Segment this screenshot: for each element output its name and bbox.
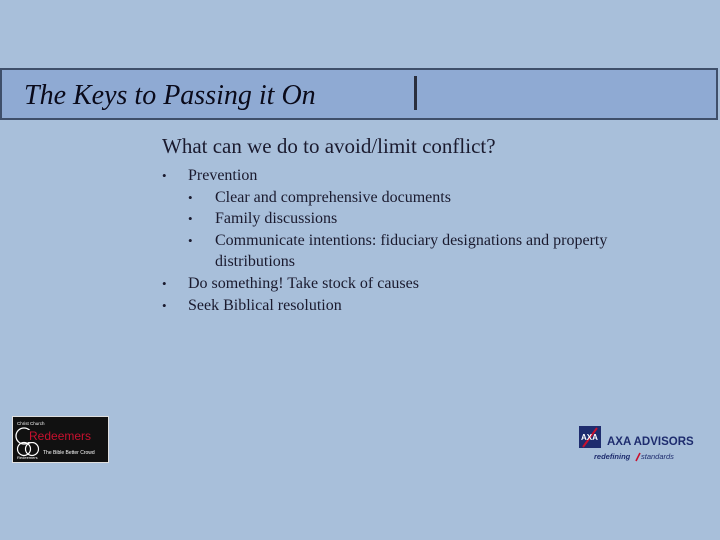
sub-list-item <box>188 230 682 273</box>
axa-tagline-part2: standards <box>641 452 674 461</box>
list-item <box>162 165 682 273</box>
bullet-glyph: • <box>188 211 193 227</box>
redeemers-logo-graphic <box>13 417 108 462</box>
bullet-list <box>162 165 682 316</box>
sub-list-item <box>188 208 682 230</box>
axa-advisors-logo-graphic <box>577 423 707 465</box>
list-item-text: Seek Biblical resolution <box>188 296 342 314</box>
sub-list-item-text: Family discussions <box>215 210 338 228</box>
logo-small-text-bottom: Redeemers <box>17 455 38 460</box>
sub-list-item-text: Communicate intentions: fiduciary designations and property distributions <box>215 231 608 271</box>
sub-list-item-text: Clear and comprehensive documents <box>215 188 451 206</box>
sub-bullet-list <box>188 187 682 273</box>
redeemers-logo <box>12 416 109 463</box>
axa-advisors-logo <box>577 423 707 465</box>
bullet-glyph: • <box>162 168 167 183</box>
list-item-text: Prevention <box>188 167 258 184</box>
slide-content <box>162 134 682 316</box>
logo-small-text-top: Christ Church <box>17 421 45 426</box>
logo-tagline: The Bible Better Crowd <box>43 450 95 456</box>
title-bar <box>0 68 718 120</box>
slide-title: The Keys to Passing it On <box>24 80 316 111</box>
list-item <box>162 295 682 317</box>
list-item <box>162 273 682 295</box>
title-divider <box>414 76 417 110</box>
logo-wordmark: Redeemers <box>29 429 92 443</box>
bullet-glyph: • <box>188 232 193 248</box>
axa-brand-name: AXA ADVISORS <box>607 436 694 448</box>
bullet-glyph: • <box>162 275 167 291</box>
axa-mark-text: AXA <box>581 433 598 442</box>
logo-circle-c3 <box>26 443 39 456</box>
axa-tagline-slash <box>636 453 640 461</box>
bullet-glyph: • <box>188 189 193 205</box>
bullet-glyph: • <box>162 297 167 313</box>
list-item-text: Do something! Take stock of causes <box>188 274 419 292</box>
slide-heading: What can we do to avoid/limit conflict? <box>162 134 496 158</box>
sub-list-item <box>188 187 682 209</box>
axa-tagline-part1: redefining <box>594 452 631 461</box>
